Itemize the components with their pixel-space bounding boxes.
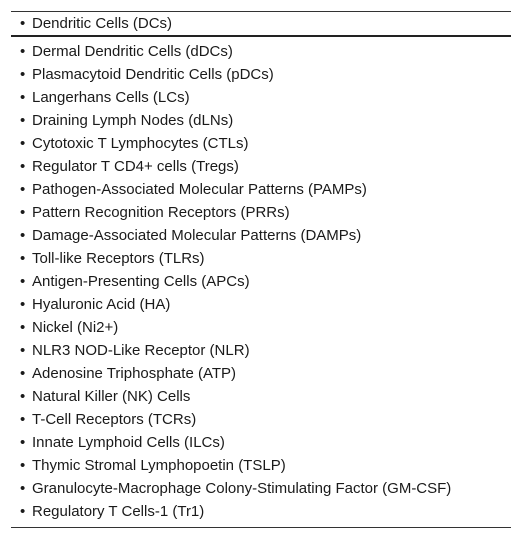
table-row bbox=[11, 86, 511, 109]
abbreviation-text: Thymic Stromal Lymphopoetin (TSLP) bbox=[32, 457, 286, 474]
bullet-glyph: • bbox=[20, 480, 26, 497]
abbreviation-text: Toll-like Receptors (TLRs) bbox=[32, 250, 205, 267]
bullet-glyph: • bbox=[20, 135, 26, 152]
table-row bbox=[11, 36, 511, 63]
header-row bbox=[11, 12, 511, 37]
bullet-glyph: • bbox=[20, 434, 26, 451]
table-cell bbox=[11, 385, 511, 408]
abbreviation-text: NLR3 NOD-Like Receptor (NLR) bbox=[32, 342, 250, 359]
table-row bbox=[11, 247, 511, 270]
table-cell bbox=[11, 316, 511, 339]
header-text: Dendritic Cells (DCs) bbox=[32, 15, 173, 32]
table-row bbox=[11, 270, 511, 293]
bullet-glyph: • bbox=[20, 411, 26, 428]
table-cell bbox=[11, 109, 511, 132]
table-cell bbox=[11, 224, 511, 247]
abbreviation-text: Natural Killer (NK) Cells bbox=[32, 388, 191, 405]
abbreviation-text: Plasmacytoid Dendritic Cells (pDCs) bbox=[32, 66, 274, 83]
bullet-glyph: • bbox=[20, 43, 26, 60]
bullet-glyph: • bbox=[20, 388, 26, 405]
abbreviation-text: Pathogen-Associated Molecular Patterns (PAMPs) bbox=[32, 181, 367, 198]
table-cell bbox=[11, 500, 511, 528]
table-row bbox=[11, 500, 511, 528]
table-cell bbox=[11, 477, 511, 500]
table-row bbox=[11, 293, 511, 316]
bullet-glyph: • bbox=[20, 227, 26, 244]
table-row bbox=[11, 385, 511, 408]
bullet-glyph: • bbox=[20, 181, 26, 198]
abbreviation-text: Granulocyte-Macrophage Colony-Stimulating Factor (GM-CSF) bbox=[32, 480, 452, 497]
table-row bbox=[11, 132, 511, 155]
table-row bbox=[11, 477, 511, 500]
abbreviation-text: Damage-Associated Molecular Patterns (DAMPs) bbox=[32, 227, 362, 244]
bullet-glyph: • bbox=[20, 503, 26, 520]
abbreviation-text: Hyaluronic Acid (HA) bbox=[32, 296, 171, 313]
table-cell bbox=[11, 431, 511, 454]
abbreviation-text: Innate Lymphoid Cells (ILCs) bbox=[32, 434, 225, 451]
table-row bbox=[11, 178, 511, 201]
table-cell bbox=[11, 63, 511, 86]
bullet-glyph: • bbox=[20, 319, 26, 336]
table-row bbox=[11, 316, 511, 339]
table-row bbox=[11, 339, 511, 362]
table-row bbox=[11, 224, 511, 247]
abbreviation-text: Regulator T CD4+ cells (Tregs) bbox=[32, 158, 239, 175]
table-row bbox=[11, 454, 511, 477]
table-cell bbox=[11, 362, 511, 385]
table-cell bbox=[11, 36, 511, 63]
abbreviation-text: Dermal Dendritic Cells (dDCs) bbox=[32, 43, 233, 60]
table-cell bbox=[11, 155, 511, 178]
table-body bbox=[11, 36, 511, 528]
bullet-glyph: • bbox=[20, 204, 26, 221]
bullet-glyph: • bbox=[20, 342, 26, 359]
bullet-glyph: • bbox=[20, 273, 26, 290]
table-cell bbox=[11, 247, 511, 270]
table-cell bbox=[11, 293, 511, 316]
table-cell bbox=[11, 178, 511, 201]
table-cell bbox=[11, 132, 511, 155]
table-cell bbox=[11, 270, 511, 293]
table-cell bbox=[11, 201, 511, 224]
table-row bbox=[11, 362, 511, 385]
bullet-glyph: • bbox=[20, 66, 26, 83]
bullet-glyph: • bbox=[20, 296, 26, 313]
table-cell bbox=[11, 86, 511, 109]
table-row bbox=[11, 63, 511, 86]
abbreviation-text: T-Cell Receptors (TCRs) bbox=[32, 411, 197, 428]
abbreviation-text: Antigen-Presenting Cells (APCs) bbox=[32, 273, 250, 290]
abbreviation-text: Draining Lymph Nodes (dLNs) bbox=[32, 112, 234, 129]
table-row bbox=[11, 431, 511, 454]
abbreviation-text: Cytotoxic T Lymphocytes (CTLs) bbox=[32, 135, 249, 152]
table-cell bbox=[11, 408, 511, 431]
table-header bbox=[11, 12, 511, 37]
abbreviation-text: Pattern Recognition Receptors (PRRs) bbox=[32, 204, 290, 221]
header-cell bbox=[11, 12, 511, 37]
bullet-glyph: • bbox=[20, 250, 26, 267]
bullet-glyph: • bbox=[20, 112, 26, 129]
table-row bbox=[11, 201, 511, 224]
bullet-glyph: • bbox=[20, 89, 26, 106]
abbreviation-text: Langerhans Cells (LCs) bbox=[32, 89, 190, 106]
bullet-glyph: • bbox=[20, 158, 26, 175]
abbreviation-text: Adenosine Triphosphate (ATP) bbox=[32, 365, 237, 382]
table-cell bbox=[11, 454, 511, 477]
abbreviation-text: Regulatory T Cells-1 (Tr1) bbox=[32, 503, 205, 520]
table-cell bbox=[11, 339, 511, 362]
abbreviations-table bbox=[11, 11, 511, 528]
table-row bbox=[11, 109, 511, 132]
bullet-glyph: • bbox=[20, 15, 26, 32]
bullet-glyph: • bbox=[20, 365, 26, 382]
abbreviation-text: Nickel (Ni2+) bbox=[32, 319, 119, 336]
bullet-glyph: • bbox=[20, 457, 26, 474]
table-row bbox=[11, 155, 511, 178]
table-row bbox=[11, 408, 511, 431]
